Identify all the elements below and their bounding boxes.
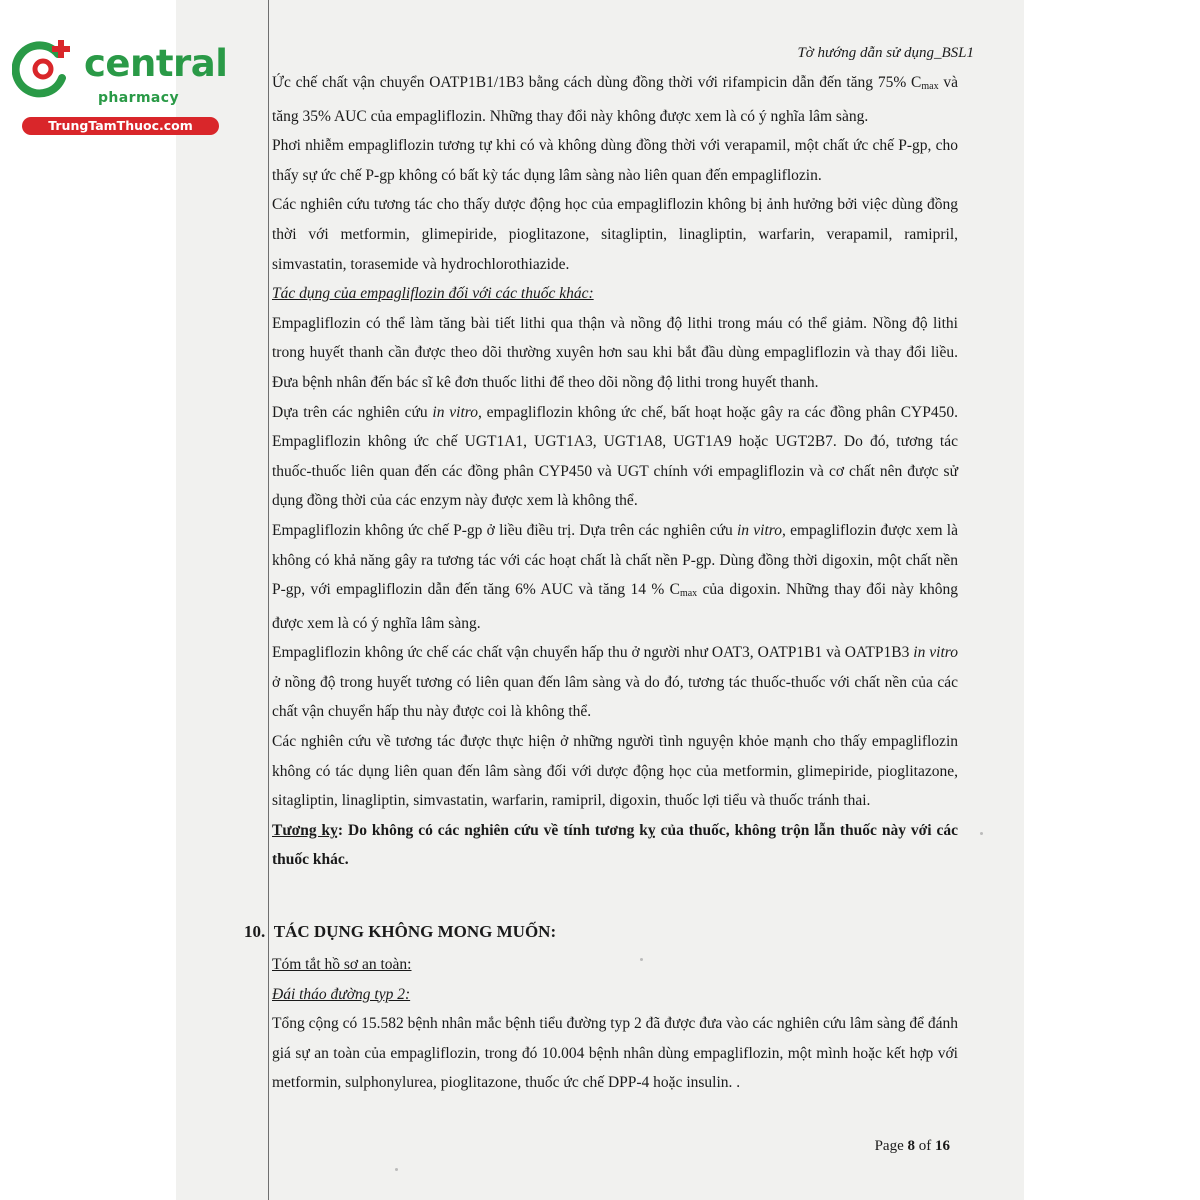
paragraph-patients: Tổng cộng có 15.582 bệnh nhân mắc bệnh tiểu đường typ 2 đã được đưa vào các nghiên cứu lâm sàng để đánh giá sự an toàn của empagliflozin, trong đó 10.004 bệnh nhân dùng empagliflozin, một mình hoặc kết hợp với metformin, sulphonylurea, pioglitazone, thuốc ức chế DPP-4 hoặc insulin. . xyxy=(272,1015,958,1092)
italic-run: in vitro xyxy=(913,644,958,662)
pharmacy-cross-icon xyxy=(12,38,74,100)
central-pharmacy-logo xyxy=(10,38,228,138)
text-run: Ức chế chất vận chuyển OATP1B1/1B3 bằng cách dùng đồng thời với rifampicin dẫn đến tăng 75% C xyxy=(272,74,922,91)
incompat-label: Tương kỵ xyxy=(272,821,338,839)
interactions-body xyxy=(272,68,958,875)
section-10-heading xyxy=(244,922,556,942)
logo-website: TrungTamThuoc.com xyxy=(22,117,219,135)
paragraph-pgp xyxy=(272,516,958,638)
page-of: of xyxy=(918,1138,932,1154)
page-label: Page xyxy=(874,1138,904,1154)
section-heading-effects: Tác dụng của empagliflozin đối với các thuốc khác: xyxy=(272,285,594,303)
scan-margin-left xyxy=(0,0,176,1200)
paragraph-oatp xyxy=(272,68,958,131)
text-run: ở nồng độ trong huyết tương có liên quan đến lâm sàng và do đó, tương tác thuốc-thuốc với chất nền của các chất vận chuyển hấp thu này được coi là không thể. xyxy=(272,673,958,721)
text-run: Empagliflozin không ức chế các chất vận chuyển hấp thu ở người như OAT3, OATP1B1 và OATP1B3 xyxy=(272,644,914,662)
scan-speck xyxy=(395,1168,398,1171)
document-header-note: Tờ hướng dẫn sử dụng_BSL1 xyxy=(797,45,974,61)
paragraph-pk-interactions: Các nghiên cứu tương tác cho thấy dược động học của empagliflozin không bị ảnh hưởng bởi việc dùng đồng thời với metformin, glimepiride, pioglitazone, sitagliptin, linagliptin, warfarin, verapamil, ramipril, simvastatin, torasemide và hydrochlorothiazide. xyxy=(272,196,958,273)
text-run: và tăng 35% AUC của empagliflozin. Những thay đổi này không được xem là có ý nghĩa lâm sàng. xyxy=(272,74,958,125)
paragraph-volunteers: Các nghiên cứu về tương tác được thực hiện ở những người tình nguyện khỏe mạnh cho thấy empagliflozin không có tác dụng liên quan đến lâm sàng đối với dược động học của metformin, glimepiride, pioglitazone, sitagliptin, linagliptin, simvastatin, warfarin, ramipril, digoxin, thuốc lợi tiểu và thuốc tránh thai. xyxy=(272,733,958,810)
page-current: 8 xyxy=(907,1138,915,1154)
text-run: , empagliflozin không ức chế, bất hoạt hoặc gây ra các đồng phân CYP450. Empagliflozin không ức chế UGT1A1, UGT1A3, UGT1A8, UGT1A9 hoặc UGT2B7. Do đó, tương tác thuốc-thuốc liên quan đến các đồng phân CYP450 và UGT chính với empagliflozin và cơ chất nên được sử dụng đồng thời của các enzym này được xem là không thể. xyxy=(272,403,958,510)
text-run: Empagliflozin không ức chế P-gp ở liều điều trị. Dựa trên các nghiên cứu xyxy=(272,521,737,539)
text-run: của digoxin. Những thay đổi này không được xem là có ý nghĩa lâm sàng. xyxy=(272,581,958,632)
paragraph-incompatibility xyxy=(272,816,958,875)
text-run: : Do không có các nghiên cứu về tính tương kỵ của thuốc, không trộn lẫn thuốc này với các thuốc khác. xyxy=(272,821,958,869)
text-run: , empagliflozin được xem là không có khả năng gây ra tương tác với các hoạt chất là chất nền P-gp. Dùng đồng thời digoxin, một chất nền P-gp, với empagliflozin dẫn đến tăng 6% AUC và tăng 14 % C xyxy=(272,521,958,599)
paragraph-cyp450 xyxy=(272,398,958,516)
paragraph-verapamil: Phơi nhiễm empagliflozin tương tự khi có và không dùng đồng thời với verapamil, một chất ức chế P-gp, cho thấy sự ức chế P-gp không có bất kỳ tác dụng lâm sàng nào liên quan đến empagliflozin. xyxy=(272,137,958,184)
text-run: Dựa trên các nghiên cứu xyxy=(272,403,433,421)
logo-name: central xyxy=(84,42,228,85)
scan-margin-right xyxy=(1024,0,1200,1200)
subheading-safety-summary: Tóm tắt hồ sơ an toàn: xyxy=(272,956,412,973)
page-number xyxy=(875,1138,950,1155)
section-title: TÁC DỤNG KHÔNG MONG MUỐN: xyxy=(273,922,557,941)
subscript: max xyxy=(679,588,698,600)
paragraph-oat3 xyxy=(272,638,958,727)
subheading-type2-diabetes: Đái tháo đường typ 2: xyxy=(272,985,411,1003)
section-number: 10. xyxy=(244,922,266,941)
page-total: 16 xyxy=(935,1138,950,1154)
paragraph-lithium: Empagliflozin có thể làm tăng bài tiết lithi qua thận và nồng độ lithi trong máu có thể giảm. Nồng độ lithi trong huyết thanh cần được theo dõi thường xuyên hơn sau khi bắt đầu dùng empagliflozin và thay đổi liều. Đưa bệnh nhân đến bác sĩ kê đơn thuốc lithi để theo dõi nồng độ lithi trong huyết thanh. xyxy=(272,314,958,391)
subscript: max xyxy=(921,81,939,92)
adverse-effects-body xyxy=(272,950,958,1098)
logo-subtitle: pharmacy xyxy=(98,90,179,106)
italic-run: in vitro xyxy=(737,521,782,539)
scan-speck xyxy=(980,832,983,835)
page-margin-line xyxy=(268,0,269,1200)
italic-run: in vitro xyxy=(432,403,478,421)
scan-speck xyxy=(640,958,643,961)
